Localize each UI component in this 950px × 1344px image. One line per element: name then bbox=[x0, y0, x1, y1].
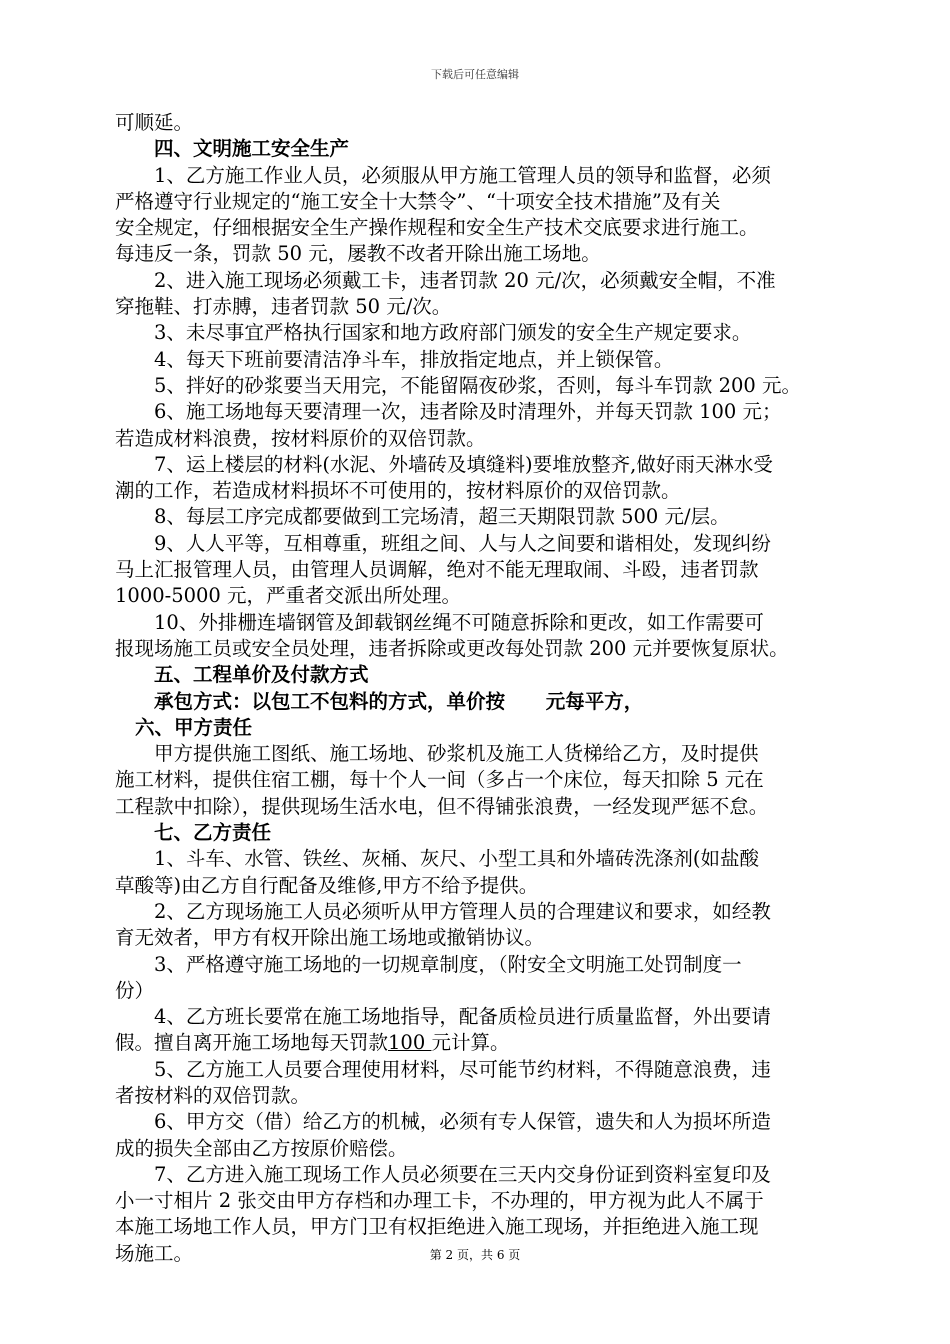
document-body bbox=[115, 110, 867, 1267]
paragraph-line: 2、乙方现场施工人员必须听从甲方管理人员的合理建议和要求，如经教 bbox=[154, 899, 771, 923]
paragraph-line: 3、严格遵守施工场地的一切规章制度，（附安全文明施工处罚制度一 bbox=[154, 952, 742, 976]
page-header: 下载后可任意编辑 bbox=[431, 68, 519, 81]
section-heading: 五、工程单价及付款方式 bbox=[154, 663, 369, 687]
paragraph-line: 4、每天下班前要清洁净斗车，排放指定地点，并上锁保管。 bbox=[154, 347, 674, 371]
paragraph-line: 工程款中扣除），提供现场生活水电，但不得铺张浪费，一经发现严惩不怠。 bbox=[115, 794, 769, 818]
paragraph-line: 6、施工场地每天要清理一次，违者除及时清理外，并每天罚款 100 元； bbox=[154, 400, 782, 424]
paragraph-line: 潮的工作，若造成材料损坏不可使用的，按材料原价的双倍罚款。 bbox=[115, 479, 681, 503]
paragraph-line: 5、乙方施工人员要合理使用材料，尽可能节约材料，不得随意浪费，违 bbox=[154, 1057, 771, 1081]
paragraph-line: 1、乙方施工作业人员，必须服从甲方施工管理人员的领导和监督，必须 bbox=[154, 163, 771, 187]
paragraph-line: 6、甲方交（借）给乙方的机械，必须有专人保管，遗失和人为损坏所造 bbox=[154, 1110, 771, 1134]
paragraph-line: 施工材料，提供住宿工棚，每十个人一间（多占一个床位，每天扣除 5 元在 bbox=[115, 768, 764, 792]
paragraph-line: 草酸等)由乙方自行配备及维修,甲方不给予提供。 bbox=[115, 873, 539, 897]
paragraph-line: 马上汇报管理人员，由管理人员调解，绝对不能无理取闹、斗殴，违者罚款 bbox=[115, 558, 759, 582]
paragraph-text: 假。擅自离开施工场地每天罚款 bbox=[115, 1031, 389, 1055]
paragraph-line: 7、运上楼层的材料(水泥、外墙砖及填缝料)要堆放整齐,做好雨天淋水受 bbox=[154, 452, 773, 476]
paragraph-line: 1000-5000 元，严重者交派出所处理。 bbox=[115, 584, 462, 608]
contract-method-line: 承包方式：以包工不包料的方式，单价按 元每平方， bbox=[154, 689, 644, 713]
paragraph-line: 3、未尽事宜严格执行国家和地方政府部门颁发的安全生产规定要求。 bbox=[154, 321, 752, 345]
paragraph-line: 甲方提供施工图纸、施工场地、砂浆机及施工人货梯给乙方，及时提供 bbox=[154, 742, 759, 766]
paragraph-line: 育无效者，甲方有权开除出施工场地或撤销协议。 bbox=[115, 926, 545, 950]
section-heading: 六、甲方责任 bbox=[135, 715, 253, 739]
paragraph-line: 者按材料的双倍罚款。 bbox=[115, 1083, 311, 1107]
paragraph-line: 2、进入施工现场必须戴工卡，违者罚款 20 元/次，必须戴安全帽，不准 bbox=[154, 268, 776, 292]
paragraph-line: 可顺延。 bbox=[115, 111, 194, 134]
paragraph-line: 本施工场地工作人员，甲方门卫有权拒绝进入施工现场，并拒绝进入施工现 bbox=[115, 1215, 759, 1239]
paragraph-line: 每违反一条，罚款 50 元，屡教不改者开除出施工场地。 bbox=[115, 242, 601, 266]
paragraph-line: 7、乙方进入施工现场工作人员必须要在三天内交身份证到资料室复印及 bbox=[154, 1162, 771, 1186]
paragraph-line: 4、乙方班长要常在施工场地指导，配备质检员进行质量监督，外出要请 bbox=[154, 1005, 771, 1029]
paragraph-line: 份） bbox=[115, 978, 155, 1002]
paragraph-line: 成的损失全部由乙方按原价赔偿。 bbox=[115, 1136, 408, 1160]
paragraph-line: 5、拌好的砂浆要当天用完，不能留隔夜砂浆，否则，每斗车罚款 200 元。 bbox=[154, 373, 802, 397]
paragraph-line: 10、外排栅连墙钢管及卸载钢丝绳不可随意拆除和更改，如工作需要可 bbox=[154, 610, 764, 634]
page-footer: 第 2 页，共 6 页 bbox=[429, 1248, 521, 1262]
paragraph-line: 9、人人平等，互相尊重，班组之间、人与人之间要和谐相处，发现纠纷 bbox=[154, 531, 771, 555]
section-heading: 七、乙方责任 bbox=[154, 821, 272, 845]
paragraph-line: 8、每层工序完成都要做到工完场清，超三天期限罚款 500 元/层。 bbox=[154, 505, 730, 529]
fine-amount: 100 bbox=[388, 1031, 432, 1055]
paragraph-line: 场施工。 bbox=[115, 1241, 194, 1265]
paragraph-line: 报现场施工员或安全员处理，违者拆除或更改每处罚款 200 元并要恢复原状。 bbox=[115, 636, 789, 660]
paragraph-line: 严格遵守行业规定的“施工安全十大禁令”、“十项安全技术措施”及有关 bbox=[115, 189, 721, 213]
paragraph-line bbox=[115, 1030, 867, 1056]
fine-suffix: 元计算。 bbox=[431, 1031, 510, 1055]
paragraph-line: 若造成材料浪费，按材料原价的双倍罚款。 bbox=[115, 426, 486, 450]
paragraph-line: 安全规定，仔细根据安全生产操作规程和安全生产技术交底要求进行施工。 bbox=[115, 216, 759, 240]
paragraph-line: 小一寸相片 2 张交由甲方存档和办理工卡，不办理的，甲方视为此人不属于 bbox=[115, 1189, 764, 1213]
paragraph-line: 1、斗车、水管、铁丝、灰桶、灰尺、小型工具和外墙砖洗涤剂(如盐酸 bbox=[154, 847, 760, 871]
section-heading: 四、文明施工安全生产 bbox=[154, 137, 350, 161]
paragraph-line: 穿拖鞋、打赤膊，违者罚款 50 元/次。 bbox=[115, 295, 452, 319]
